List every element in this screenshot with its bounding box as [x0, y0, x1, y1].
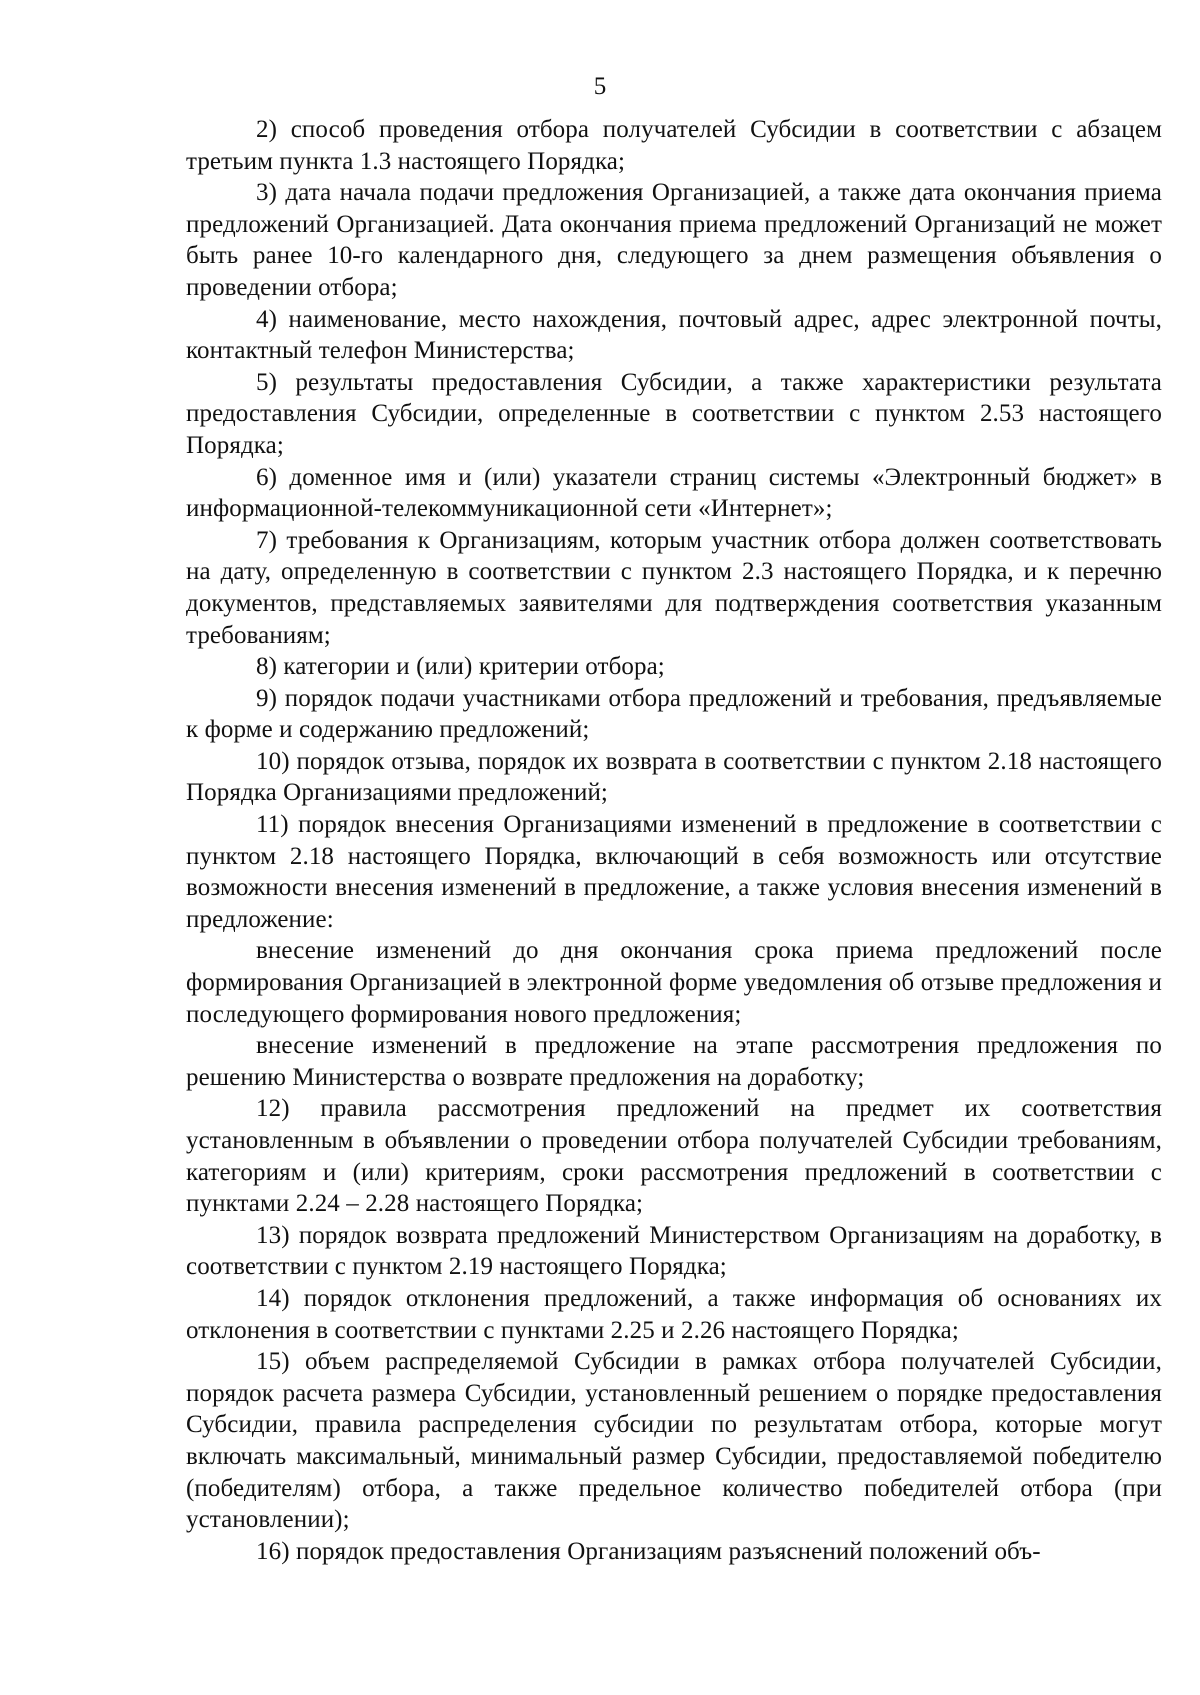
list-item-4: 4) наименование, место нахождения, почтовый адрес, адрес электронной почты, контактный телефон Министерства; — [186, 305, 1162, 365]
list-item-11-subclause-b: внесение изменений в предложение на этапе рассмотрения предложения по решению Министерства о возврате предложения на доработку; — [186, 1032, 1162, 1091]
list-item-8: 8) категории и (или) критерии отбора; — [256, 653, 665, 681]
list-item-14: 14) порядок отклонения предложений, а также информация об основаниях их отклонения в соответствии с пунктами 2.25 и 2.26 настоящего Порядка; — [186, 1284, 1162, 1344]
list-item-11-subclause-a: внесение изменений до дня окончания срока приема предложений после формирования Организацией в электронной форме уведомления об отзыве предложения и последующего формирования нового предложения; — [186, 937, 1162, 1028]
list-item-7: 7) требования к Организациям, которым участник отбора должен соответствовать на дату, определенную в соответствии с пунктом 2.3 настоящего Порядка, и к перечню документов, представляемых заявителями для подтверждения соответствия указанным требованиям; — [186, 526, 1162, 649]
list-item-9: 9) порядок подачи участниками отбора предложений и требования, предъявляемые к форме и содержанию предложений; — [186, 684, 1162, 744]
list-item-10: 10) порядок отзыва, порядок их возврата в соответствии с пунктом 2.18 настоящего Порядка Организациями предложений; — [186, 747, 1162, 807]
list-item-5: 5) результаты предоставления Субсидии, а также характеристики результата предоставления Субсидии, определенные в соответствии с пунктом 2.53 настоящего Порядка; — [186, 368, 1162, 459]
list-item-3: 3) дата начала подачи предложения Организацией, а также дата окончания приема предложений Организацией. Дата окончания приема предложений Организаций не может быть ранее 10-го календарного дня, следующего за днем размещения объявления о проведении отбора; — [186, 179, 1162, 301]
list-item-6: 6) доменное имя и (или) указатели страниц системы «Электронный бюджет» в информационной-телекоммуникационной сети «Интернет»; — [186, 463, 1162, 523]
list-item-12: 12) правила рассмотрения предложений на предмет их соответствия установленным в объявлении о проведении отбора получателей Субсидии требованиям, категориям и (или) критериям, сроки рассмотрения предложений в соответствии с пунктами 2.24 – 2.28 настоящего Порядка; — [186, 1095, 1162, 1218]
list-item-16: 16) порядок предоставления Организациям разъяснений положений объ- — [256, 1537, 1041, 1565]
list-item-2: 2) способ проведения отбора получателей Субсидии в соответствии с абзацем третьим пункта 1.3 настоящего Порядка; — [186, 116, 1162, 175]
list-item-13: 13) порядок возврата предложений Министерством Организациям на доработку, в соответствии с пунктом 2.19 настоящего Порядка; — [186, 1221, 1162, 1281]
page-number: 5 — [593, 73, 607, 100]
list-item-15: 15) объем распределяемой Субсидии в рамках отбора получателей Субсидии, порядок расчета размера Субсидии, установленный решением о порядке предоставления Субсидии, правила распределения субсидии по результатам отбора, которые могут включать максимальный, минимальный размер Субсидии, предоставляемой победителю (победителям) отбора, а также предельное количество победителей отбора (при установлении); — [186, 1348, 1162, 1534]
document-body — [186, 114, 1162, 1567]
list-item-11: 11) порядок внесения Организациями изменений в предложение в соответствии с пунктом 2.18 настоящего Порядка, включающий в себя возможность или отсутствие возможности внесения изменений в предложение, а также условия внесения изменений в предложение: — [186, 811, 1162, 933]
